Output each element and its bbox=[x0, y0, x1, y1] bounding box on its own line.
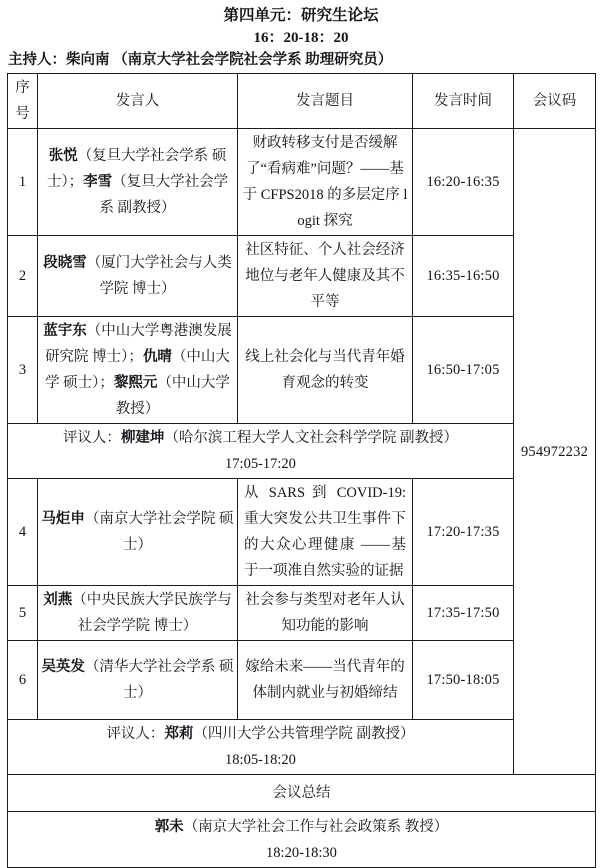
row-number: 3 bbox=[8, 317, 38, 424]
affiliation-text: （中山大学 硕士）； bbox=[45, 349, 230, 391]
summary-speaker-line bbox=[10, 814, 593, 840]
affiliation-text: （厦门大学社会与人类学院 博士） bbox=[86, 255, 232, 297]
affiliation-text: （清华大学社会学系 硕士） bbox=[84, 659, 234, 701]
speaker-cell bbox=[38, 479, 238, 586]
affiliation-text: （复旦大学社会学系 副教授） bbox=[99, 174, 229, 216]
affiliation-text: （哈尔滨工程大学人文社会科学学院 副教授） bbox=[164, 430, 459, 446]
host-line: 主持人：柴向南 （南京大学社会学院社会学系 助理研究员） bbox=[8, 52, 393, 68]
summary-time: 18:20-18:30 bbox=[266, 844, 337, 861]
speaker-cell bbox=[38, 641, 238, 720]
speaker-cell bbox=[38, 317, 238, 424]
summary-title-row bbox=[8, 775, 596, 812]
topic-cell: 嫁给未来——当代青年的体制内就业与初婚缔结 bbox=[238, 641, 413, 720]
speaker-cell bbox=[38, 129, 238, 236]
person-name: 仇晴 bbox=[142, 349, 172, 365]
affiliation-text: （中山大学粤港澳发展研究院 博士）； bbox=[45, 323, 232, 365]
person-name: 马炬申 bbox=[41, 511, 85, 527]
reviewer-name-line bbox=[10, 721, 511, 747]
topic-cell: 社区特征、个人社会经济地位与老年人健康及其不平等 bbox=[238, 236, 413, 317]
affiliation-text: （中山大学 教授） bbox=[115, 375, 230, 417]
row-number: 1 bbox=[8, 129, 38, 236]
col-header-time: 发言时间 bbox=[413, 74, 514, 129]
reviewer-row-2 bbox=[8, 720, 596, 775]
unit-title: 第四单元：研究生论坛 bbox=[223, 7, 379, 24]
time-cell: 16:50-17:05 bbox=[413, 317, 514, 424]
person-name: 郑莉 bbox=[164, 726, 194, 742]
time-cell: 16:35-16:50 bbox=[413, 236, 514, 317]
speaker-cell bbox=[38, 236, 238, 317]
row-number: 4 bbox=[8, 479, 38, 586]
table-row-2 bbox=[8, 236, 596, 317]
person-name: 蓝宇东 bbox=[43, 323, 87, 339]
reviewer-time: 18:05-18:20 bbox=[225, 752, 296, 768]
row-number: 6 bbox=[8, 641, 38, 720]
affiliation-text: 评议人： bbox=[106, 726, 165, 742]
person-name: 吴英发 bbox=[41, 659, 85, 675]
person-name: 李雪 bbox=[83, 174, 113, 190]
reviewer-name-line bbox=[10, 425, 511, 451]
col-header-topic: 发言题目 bbox=[238, 74, 413, 129]
table-row-4 bbox=[8, 479, 596, 586]
person-name: 郭未 bbox=[154, 818, 184, 835]
affiliation-text: 评议人： bbox=[62, 430, 121, 446]
person-name: 刘燕 bbox=[43, 592, 73, 608]
meeting-code: 954972232 bbox=[514, 129, 596, 775]
table-row-6 bbox=[8, 641, 596, 720]
col-header-speaker: 发言人 bbox=[38, 74, 238, 129]
affiliation-text: （四川大学公共管理学院 副教授） bbox=[193, 726, 415, 742]
reviewer-time: 17:05-17:20 bbox=[225, 456, 296, 472]
reviewer-cell bbox=[8, 424, 514, 479]
time-cell: 17:35-17:50 bbox=[413, 586, 514, 641]
person-name: 黎熙元 bbox=[113, 375, 158, 391]
affiliation-text: （南京大学社会学院 硕士） bbox=[84, 511, 234, 553]
topic-cell: 财政转移支付是否缓解了“看病难”问题？——基于 CFPS2018 的多层定序 logit 探究 bbox=[238, 129, 413, 236]
person-name: 段晓雪 bbox=[43, 255, 87, 271]
summary-cell bbox=[8, 812, 596, 868]
row-number: 2 bbox=[8, 236, 38, 317]
reviewer-row-1 bbox=[8, 424, 596, 479]
person-name: 张悦 bbox=[48, 148, 78, 164]
time-cell: 16:20-16:35 bbox=[413, 129, 514, 236]
table-row-3 bbox=[8, 317, 596, 424]
affiliation-text: （复旦大学社会学系 硕士）； bbox=[46, 148, 227, 190]
summary-speaker-row bbox=[8, 812, 596, 868]
topic-cell: 社会参与类型对老年人认知功能的影响 bbox=[238, 586, 413, 641]
speaker-cell bbox=[38, 586, 238, 641]
table-row-5 bbox=[8, 586, 596, 641]
col-header-code: 会议码 bbox=[514, 74, 596, 129]
person-name: 柳建坤 bbox=[120, 430, 165, 446]
table-row-1 bbox=[8, 129, 596, 236]
affiliation-text: （中央民族大学民族学与社会学学院 博士） bbox=[72, 592, 232, 634]
header-row bbox=[8, 74, 596, 129]
reviewer-cell bbox=[8, 720, 514, 775]
col-header-no: 序号 bbox=[8, 74, 38, 129]
affiliation-text: （南京大学社会工作与社会政策系 教授） bbox=[183, 818, 449, 835]
time-cell: 17:50-18:05 bbox=[413, 641, 514, 720]
topic-cell: 从 SARS 到 COVID-19: 重大突发公共卫生事件下的大众心理健康 ——基于一项准自然实验的证据 bbox=[238, 479, 413, 586]
row-number: 5 bbox=[8, 586, 38, 641]
session-time-range: 16：20-18：20 bbox=[253, 30, 349, 46]
time-cell: 17:20-17:35 bbox=[413, 479, 514, 586]
summary-title: 会议总结 bbox=[8, 775, 596, 812]
schedule-table bbox=[7, 73, 596, 868]
topic-cell: 线上社会化与当代青年婚育观念的转变 bbox=[238, 317, 413, 424]
